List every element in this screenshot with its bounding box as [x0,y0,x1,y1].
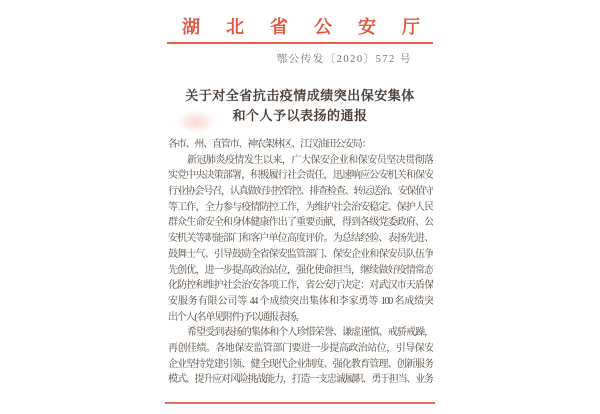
footer-rule [165,402,435,404]
body-line: 新冠肺炎疫情发生以来，广大保安企业和保安员坚决贯彻落 [187,154,433,166]
body-line: 模式、提升应对风险挑战能力，打造一支忠诚履职、勇于担当、业务 [168,374,433,386]
body-line: 希望受到表扬的集体和个人珍惜荣誉、谦虚谨慎、戒骄戒躁， [187,327,433,339]
header-rule [167,42,433,44]
body-line: 再创佳绩。各地保安监管部门要进一步提高政治站位，引导保安 [168,342,433,354]
body-line: 安机关等职能部门和客户单位高度评价。为总结经验、表扬先进、 [168,233,433,245]
body-line: 企业坚持党建引领、健全现代企业制度、强化教育管理、创新服务 [168,358,433,370]
document-body [168,137,433,388]
body-line: 实党中央决策部署，积极履行社会责任，迅速响应公安机关和保安 [168,170,433,182]
body-line: 等工作，全力参与疫情防控工作，为维护社会治安稳定、保护人民 [168,201,433,213]
body-line: 鼓舞士气、引导鼓励全省保安监管部门、保安企业和保安员队伍争 [168,248,433,260]
title-line-1: 关于对全省抗击疫情成绩突出保安集体 [185,88,415,103]
body-line: 安服务有限公司等 44 个成绩突出集体和李家勇等 100 名成绩突 [168,295,433,307]
body-line: 行业协会号召，认真做好封控管控、排查检查、转运送治、安保值守 [168,186,433,198]
title-line-2: 和个人予以表扬的通报 [232,108,368,123]
agency-name: 湖北省公安厅 [182,17,446,37]
document-title [0,86,600,126]
body-line: 群众生命安全和身体健康作出了重要贡献，得到各级党委政府、公 [168,217,433,229]
body-line: 化防控和维护社会治安各项工作，省公安厅决定：对武汉市天盾保 [168,280,433,292]
body-line: 各市、州、直管市、神农架林区、江汉油田公安局： [168,139,371,150]
body-line: 出个人(名单见附件)予以通报表扬。 [168,311,305,323]
doc-number: 鄂公传发〔2020〕572 号 [276,54,412,65]
body-line: 先创优，进一步提高政治站位，强化使命担当，继续做好疫情常态 [168,264,433,276]
